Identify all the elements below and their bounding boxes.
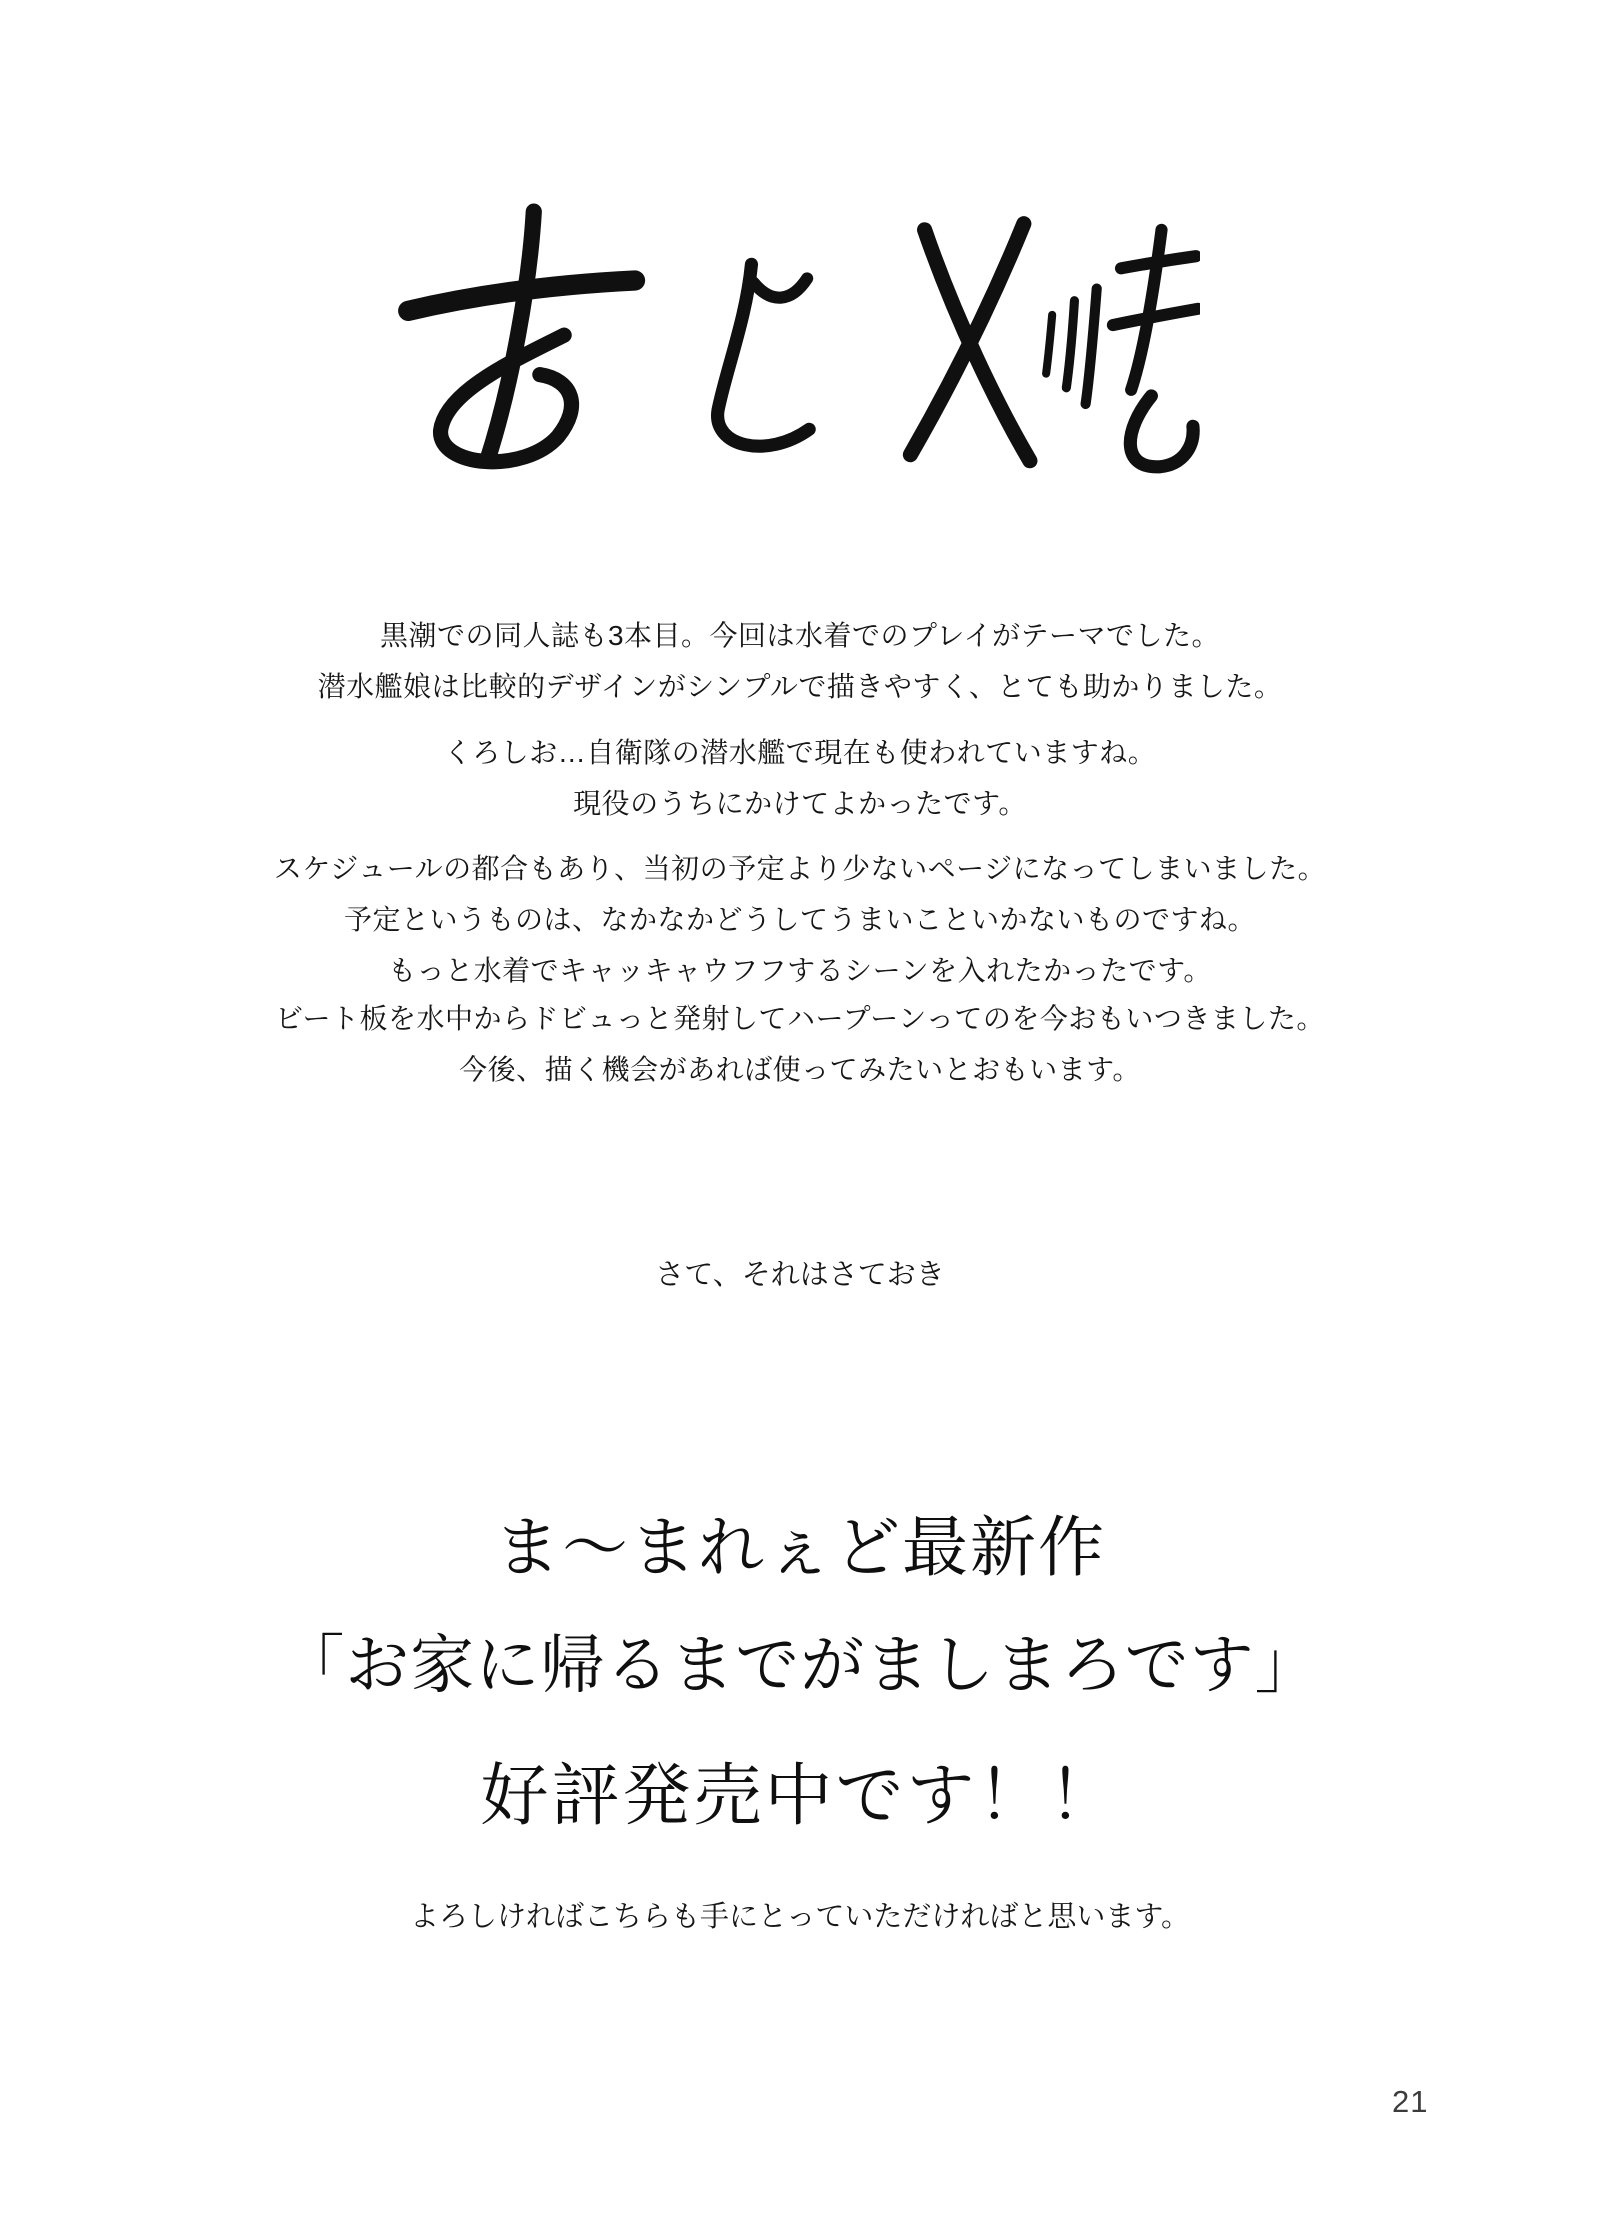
afterword-line: スケジュールの都合もあり、当初の予定より少ないページになってしまいました。 bbox=[273, 853, 1327, 884]
afterword-line: 予定というものは、なかなかどうしてうまいこといかないものですね。 bbox=[343, 904, 1256, 935]
afterword-line: 潜水艦娘は比較的デザインがシンプルで描きやすく、とても助かりました。 bbox=[317, 671, 1283, 702]
afterword-line: ビート板を水中からドビュっと発射してハープーンってのを今おもいつきました。 bbox=[275, 1003, 1325, 1034]
afterword-paragraph bbox=[0, 727, 1600, 829]
promo-closing-line: よろしければこちらも手にとっていただければと思います。 bbox=[409, 1901, 1191, 1933]
page-number: 21 bbox=[1392, 2084, 1429, 2119]
afterword-line: 黒潮での同人誌も3本目。今回は水着でのプレイがテーマでした。 bbox=[379, 620, 1221, 651]
afterword-line: 今後、描く機会があれば使ってみたいとおもいます。 bbox=[459, 1054, 1141, 1085]
aside-line: さて、それはさておき bbox=[655, 1259, 945, 1291]
promo-heading-circle-name: ま〜まれぇど最新作 bbox=[494, 1510, 1106, 1584]
afterword-paragraph bbox=[0, 993, 1600, 1095]
handwriting-illustration bbox=[390, 168, 1200, 478]
afterword-line: 現役のうちにかけてよかったです。 bbox=[573, 788, 1027, 819]
afterword-line: もっと水着でキャッキャウフフするシーンを入れたかったです。 bbox=[388, 955, 1212, 986]
afterword-title-handwritten bbox=[390, 168, 1200, 478]
promo-heading-on-sale: 好評発売中です！！ bbox=[480, 1758, 1120, 1834]
afterword-paragraph bbox=[0, 610, 1600, 712]
afterword-paragraph bbox=[0, 843, 1600, 996]
afterword-line: くろしお…自衛隊の潜水艦で現在も使われていますね。 bbox=[443, 737, 1157, 768]
promo-heading-book-title: 「お家に帰るまでがましまろです」 bbox=[280, 1629, 1320, 1701]
